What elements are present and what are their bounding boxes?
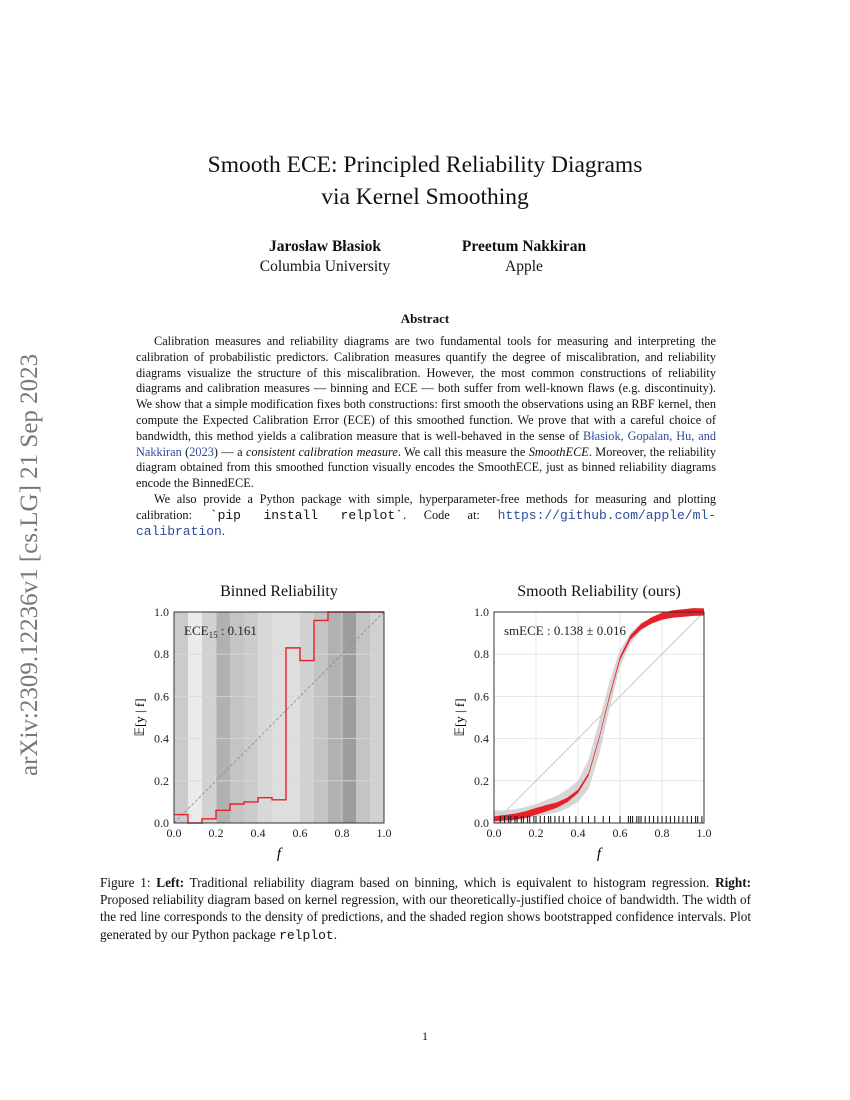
- paper-title-line2: via Kernel Smoothing: [321, 184, 529, 210]
- smooth-reliability-chart: [450, 600, 730, 865]
- left-chart-title: Binned Reliability: [220, 583, 338, 600]
- binned-reliability-chart: [130, 600, 410, 865]
- abstract-heading: Abstract: [400, 311, 450, 326]
- y-tick-label: 0.6: [474, 689, 489, 704]
- density-shade-bar: [300, 612, 314, 823]
- abstract-body: [136, 334, 716, 539]
- y-tick-label: 0.2: [474, 773, 489, 788]
- abstract-paragraph-2: [136, 492, 716, 539]
- x-tick-label: 0.4: [250, 826, 266, 840]
- ece-annotation-label: ECE: [184, 623, 209, 638]
- density-shade-bar: [244, 612, 258, 823]
- x-axis-label: f: [596, 846, 602, 862]
- x-tick-label: 0.0: [166, 826, 182, 840]
- abstract-text: We also provide a Python package with simple, hyperparameter-free methods for measuring and plotting calibration:: [136, 491, 716, 522]
- caption-text: Proposed reliability diagram based on kernel regression, with our theoretically-justified choice of bandwidth. The width of the red line corresponds to the density of predictions, and the shaded region shows bootstrapped confidence intervals. Plot generated by our Python package: [100, 892, 751, 942]
- density-shade-bar: [202, 612, 216, 823]
- ece-annotation-value: : 0.161: [217, 623, 257, 638]
- abstract-text: . Moreover, the reliability diagram obtained from this smoothed function visually encodes the SmoothECE, just as binned reliability diagrams encode the BinnedECE.: [136, 444, 716, 491]
- x-tick-label: 1.0: [376, 826, 392, 840]
- author-affiliation: Apple: [505, 258, 543, 275]
- code-url-link[interactable]: https://github.com/apple/ml-calibration: [136, 507, 717, 539]
- package-name: relplot: [279, 927, 334, 943]
- caption-text: .: [333, 926, 337, 942]
- y-tick-label: 0.6: [154, 689, 169, 704]
- arxiv-stamp-text: arXiv:2309.12236v1 [cs.LG] 21 Sep 2023: [16, 353, 43, 776]
- density-shade-bar: [272, 612, 286, 823]
- y-tick-label: 1.0: [474, 605, 489, 619]
- author-block-2: [424, 237, 624, 277]
- y-tick-label: 0.0: [154, 816, 169, 830]
- density-shade-bar: [370, 612, 384, 823]
- caption-right-label: Right:: [715, 875, 751, 890]
- y-tick-label: 0.8: [474, 647, 489, 662]
- x-tick-label: 0.8: [654, 826, 670, 840]
- density-shade-bar: [356, 612, 370, 823]
- smooth-reliability-line: [494, 608, 704, 821]
- right-chart-title: Smooth Reliability (ours): [517, 583, 681, 600]
- page-number: 1: [422, 1029, 428, 1043]
- density-shade-bar: [286, 612, 300, 823]
- x-tick-label: 0.4: [570, 826, 586, 840]
- y-axis-label: 𝔼[y | f]: [452, 698, 467, 737]
- arxiv-stamp: [4, 300, 50, 780]
- install-command: `pip install relplot`: [209, 507, 403, 523]
- citation-year-link[interactable]: 2023: [189, 444, 214, 459]
- diagonal-line: [494, 612, 704, 823]
- abstract-emphasis: SmoothECE: [528, 444, 589, 459]
- abstract-text: .: [221, 523, 225, 538]
- caption-left-label: Left:: [156, 875, 185, 890]
- density-shade-bar: [216, 612, 230, 823]
- author-block-1: [225, 237, 425, 277]
- y-tick-label: 0.8: [154, 647, 169, 662]
- y-axis-label: 𝔼[y | f]: [132, 698, 147, 737]
- x-tick-label: 0.6: [292, 826, 308, 840]
- abstract-text: (: [181, 444, 190, 459]
- density-shade-bar: [258, 612, 272, 823]
- abstract-text: . Code at:: [402, 507, 498, 522]
- density-shade-bar: [342, 612, 356, 823]
- figure-caption: [100, 874, 751, 944]
- x-tick-label: 0.2: [208, 826, 224, 840]
- abstract-paragraph-1: [136, 334, 716, 492]
- abstract-text: ) — a: [213, 444, 246, 459]
- ece-annotation: [184, 623, 257, 640]
- abstract-emphasis: consistent calibration measure: [245, 444, 398, 459]
- abstract-text: . We call this measure the: [397, 444, 529, 459]
- density-shade-bar: [174, 612, 188, 823]
- x-axis-label: f: [276, 846, 282, 862]
- paper-title-line1: Smooth ECE: Principled Reliability Diagrams: [207, 152, 643, 178]
- density-shade-bar: [188, 612, 202, 823]
- citation-link[interactable]: Błasiok, Gopalan, Hu, and Nakkiran: [136, 428, 716, 459]
- density-shade-bar: [328, 612, 342, 823]
- x-tick-label: 0.0: [486, 826, 502, 840]
- x-tick-label: 0.6: [612, 826, 628, 840]
- caption-label: Figure 1:: [100, 875, 157, 890]
- author-name: Preetum Nakkiran: [461, 238, 587, 255]
- author-name: Jarosław Błasiok: [268, 238, 382, 255]
- density-shade-bar: [230, 612, 244, 823]
- density-shade-bar: [314, 612, 328, 823]
- y-tick-label: 0.2: [154, 773, 169, 788]
- ece-annotation-subscript: 15: [208, 630, 218, 640]
- caption-text: Traditional reliability diagram based on binning, which is equivalent to histogram regression.: [184, 875, 716, 890]
- x-tick-label: 0.2: [528, 826, 544, 840]
- x-tick-label: 0.8: [334, 826, 350, 840]
- y-tick-label: 1.0: [154, 605, 169, 619]
- smece-annotation: smECE : 0.138 ± 0.016: [504, 623, 626, 638]
- x-tick-label: 1.0: [696, 826, 712, 840]
- y-tick-label: 0.4: [154, 731, 169, 746]
- author-affiliation: Columbia University: [259, 258, 391, 275]
- abstract-text: Calibration measures and reliability diagrams are two fundamental tools for measuring and interpreting the calibration of probabilistic predictors. Calibration measures quantify the degree of miscalibration, and reliability diagrams visualize the structure of this miscalibration. However, the most common constructions of reliability diagrams and calibration measures — binning and ECE — both suffer from well-known flaws (e.g. discontinuity). We show that a simple modification fixes both constructions: first smooth the observations using an RBF kernel, then compute the Expected Calibration Error (ECE) of this smoothed function. We prove that with a careful choice of bandwidth, this method yields a calibration measure that is well-behaved in the sense of: [136, 334, 716, 443]
- y-tick-label: 0.0: [474, 816, 489, 830]
- y-tick-label: 0.4: [474, 731, 489, 746]
